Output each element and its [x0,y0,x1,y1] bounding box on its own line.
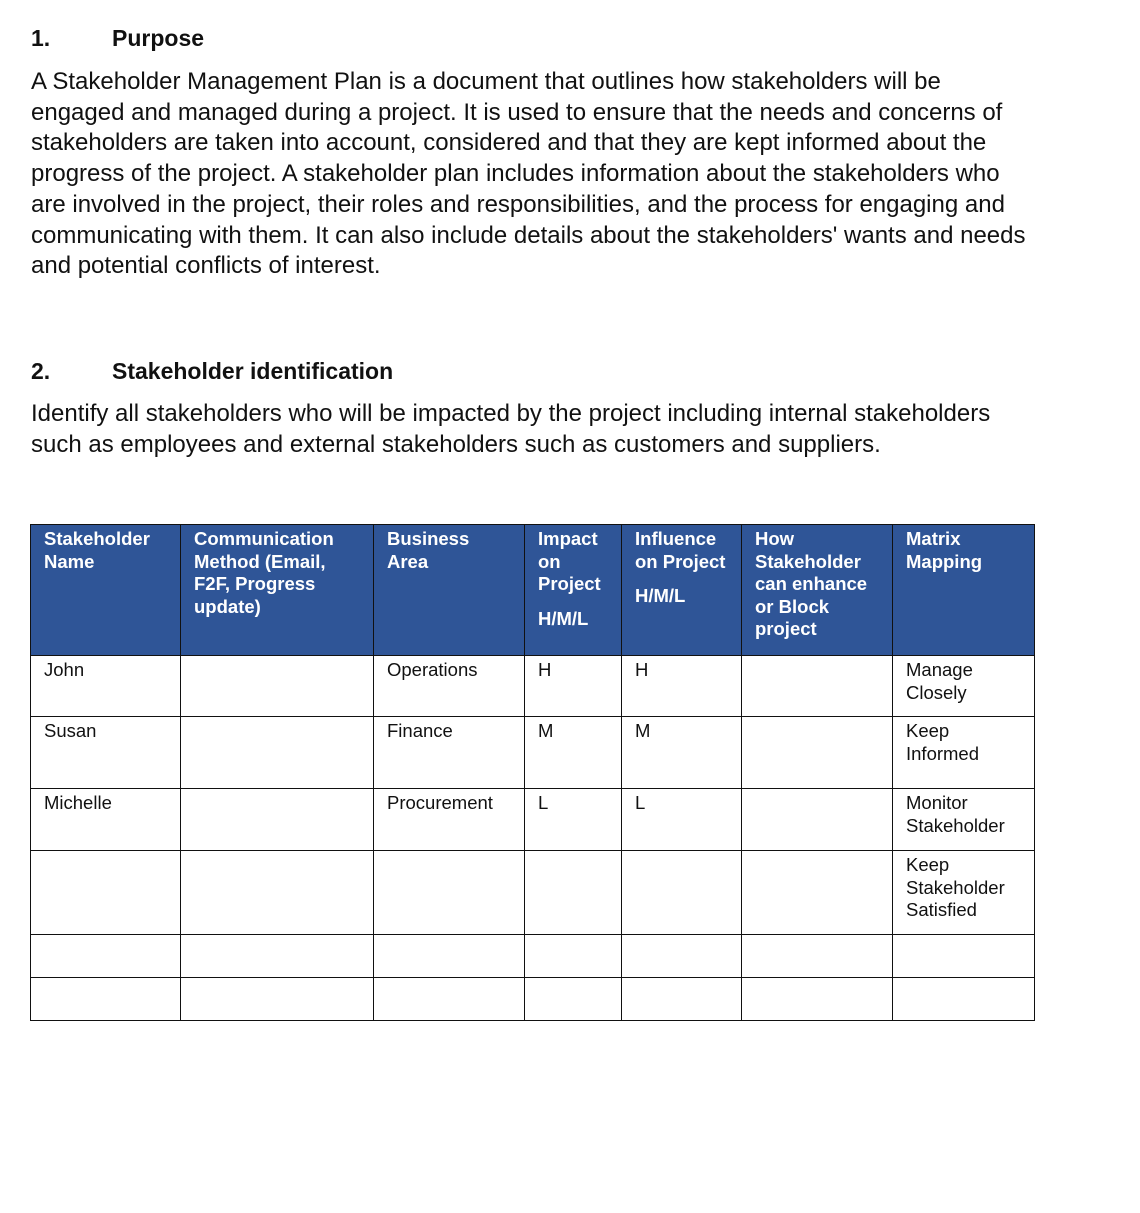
table-cell [622,851,742,935]
table-cell [742,935,893,978]
section-2-body: Identify all stakeholders who will be impacted by the project including internal stakeholders such as employees and external stakeholders such as customers and suppliers. [31,400,991,458]
table-cell [374,978,525,1021]
table-row [31,978,1035,1021]
table-cell: L [622,789,742,851]
table-cell [742,789,893,851]
table-cell: John [31,656,181,717]
table-cell [31,978,181,1021]
table-row [31,851,1035,935]
column-header [181,525,374,656]
header-scale: H/M/L [635,585,686,606]
header-label: Communication Method (Email, F2F, Progress update) [194,528,334,617]
header-label: Influence on Project [635,528,726,572]
column-header [31,525,181,656]
table-cell: L [525,789,622,851]
table-cell [374,935,525,978]
table-row [31,656,1035,717]
table-cell: H [525,656,622,717]
column-header [374,525,525,656]
table-cell [742,851,893,935]
table-cell [525,935,622,978]
stakeholder-table [30,524,1035,1021]
table-cell [181,789,374,851]
table-cell: Operations [374,656,525,717]
table-cell [181,717,374,789]
table-cell: Keep Informed [893,717,1035,789]
table-cell [742,656,893,717]
table-row [31,935,1035,978]
table-cell [525,978,622,1021]
header-label: Impact on Project [538,528,601,594]
table-cell: Keep Stakeholder Satisfied [893,851,1035,935]
table-row [31,789,1035,851]
table-cell [181,851,374,935]
table-cell [622,978,742,1021]
table-cell: H [622,656,742,717]
column-header [525,525,622,656]
table-cell: Procurement [374,789,525,851]
header-label: Stakeholder Name [44,528,150,572]
section-2-heading: 2. Stakeholder identification [31,358,394,384]
table-cell [181,935,374,978]
table-cell [893,935,1035,978]
column-header [622,525,742,656]
table-cell [181,656,374,717]
column-header [742,525,893,656]
header-label: Matrix Mapping [906,528,983,572]
table-cell [742,978,893,1021]
section-1-body: A Stakeholder Management Plan is a document that outlines how stakeholders will be engaged and managed during a project. It is used to ensure that the needs and concerns of stakeholders are taken into account, considered and that they are kept informed about the progress of the project. A stakeholder plan includes information about the stakeholders who are involved in the project, their roles and responsibilities, and the process for engaging and communicating with them. It can also include details about the stakeholders' wants and needs and potential conflicts of interest. [31,68,1026,280]
table-cell [181,978,374,1021]
table-cell: Monitor Stakeholder [893,789,1035,851]
table-cell [893,978,1035,1021]
header-label: Business Area [387,528,470,572]
table-cell: M [525,717,622,789]
table-cell: Manage Closely [893,656,1035,717]
table-cell [374,851,525,935]
table-row [31,717,1035,789]
section-1-heading: 1. Purpose [31,25,205,51]
table-cell: Susan [31,717,181,789]
table-cell [525,851,622,935]
header-scale: H/M/L [538,607,589,629]
table-cell: M [622,717,742,789]
table-cell [622,935,742,978]
header-label: How Stakeholder can enhance or Block project [755,528,868,639]
table-cell: Finance [374,717,525,789]
table-cell [31,935,181,978]
table-cell [742,717,893,789]
table-cell: Michelle [31,789,181,851]
column-header [893,525,1035,656]
table-cell [31,851,181,935]
